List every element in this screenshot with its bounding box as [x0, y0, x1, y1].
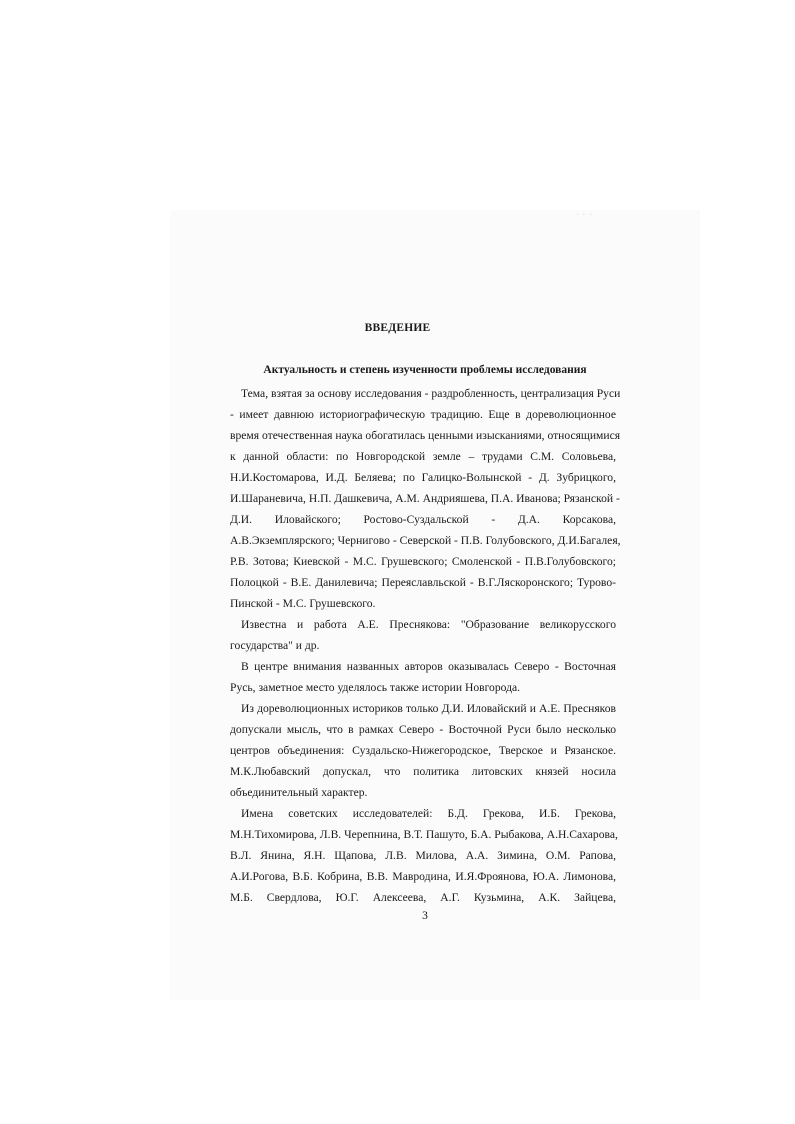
text-line: - имеет давнюю историографическую традицию. Еще в дореволюционное: [230, 408, 616, 421]
text-line: Полоцкой - В.Е. Данилевича; Переяславльской - В.Г.Ляскоронского; Турово-: [230, 576, 616, 589]
text-line: государства" и др.: [230, 639, 320, 652]
scan-artifact: ˙ ˙ ˙: [576, 212, 593, 221]
text-line: Из дореволюционных историков только Д.И. Иловайский и А.Е. Пресняков: [241, 702, 616, 715]
text-line: М.Б. Свердлова, Ю.Г. Алексеева, А.Г. Кузьмина, А.К. Зайцева,: [230, 891, 616, 904]
text-line: допускали мысль, что в рамках Северо - Восточной Руси было несколько: [230, 723, 616, 736]
text-line: В центре внимания названных авторов оказывалась Северо - Восточная: [241, 660, 616, 673]
text-line: Известна и работа А.Е. Преснякова: "Образование великорусского: [241, 618, 616, 631]
page-number: 3: [422, 910, 428, 922]
section-heading: ВВЕДЕНИЕ: [364, 322, 431, 334]
section-subheading: Актуальность и степень изученности проблемы исследования: [263, 364, 587, 376]
text-line: А.И.Рогова, В.Б. Кобрина, В.В. Мавродина, И.Я.Фроянова, Ю.А. Лимонова,: [230, 870, 616, 883]
text-line: к данной области: по Новгородской земле – трудами С.М. Соловьева,: [230, 450, 616, 463]
text-line: Тема, взятая за основу исследования - раздробленность, централизация Руси: [241, 387, 621, 400]
text-line: М.К.Любавский допускал, что политика литовских князей носила: [230, 765, 616, 778]
text-line: Имена советских исследователей: Б.Д. Грекова, И.Б. Грекова,: [241, 807, 616, 820]
text-line: А.В.Экземплярского; Чернигово - Северской - П.В. Голубовского, Д.И.Багалея,: [230, 534, 621, 547]
text-line: центров объединения: Суздальско-Нижегородское, Тверское и Рязанское.: [230, 744, 616, 757]
body-text: [230, 383, 621, 908]
text-line: время отечественная наука обогатилась ценными изысканиями, относящимися: [230, 429, 621, 442]
text-line: Р.В. Зотова; Киевской - М.С. Грушевского; Смоленской - П.В.Голубовского;: [230, 555, 616, 568]
text-line: Н.И.Костомарова, И.Д. Беляева; по Галицко-Волынской - Д. Зубрицкого,: [230, 471, 616, 484]
text-line: И.Шараневича, Н.П. Дашкевича, А.М. Андрияшева, П.А. Иванова; Рязанской -: [230, 492, 620, 505]
text-line: объединительный характер.: [230, 786, 368, 799]
text-line: Пинской - М.С. Грушевского.: [230, 597, 376, 610]
text-line: Русь, заметное место уделялось также истории Новгорода.: [230, 681, 521, 694]
text-line: В.Л. Янина, Я.Н. Щапова, Л.В. Милова, А.А. Зимина, О.М. Рапова,: [230, 849, 616, 862]
text-line: Д.И. Иловайского; Ростово-Суздальской - Д.А. Корсакова,: [230, 513, 616, 526]
text-line: М.Н.Тихомирова, Л.В. Черепнина, В.Т. Пашуто, Б.А. Рыбакова, А.Н.Сахарова,: [230, 828, 618, 841]
